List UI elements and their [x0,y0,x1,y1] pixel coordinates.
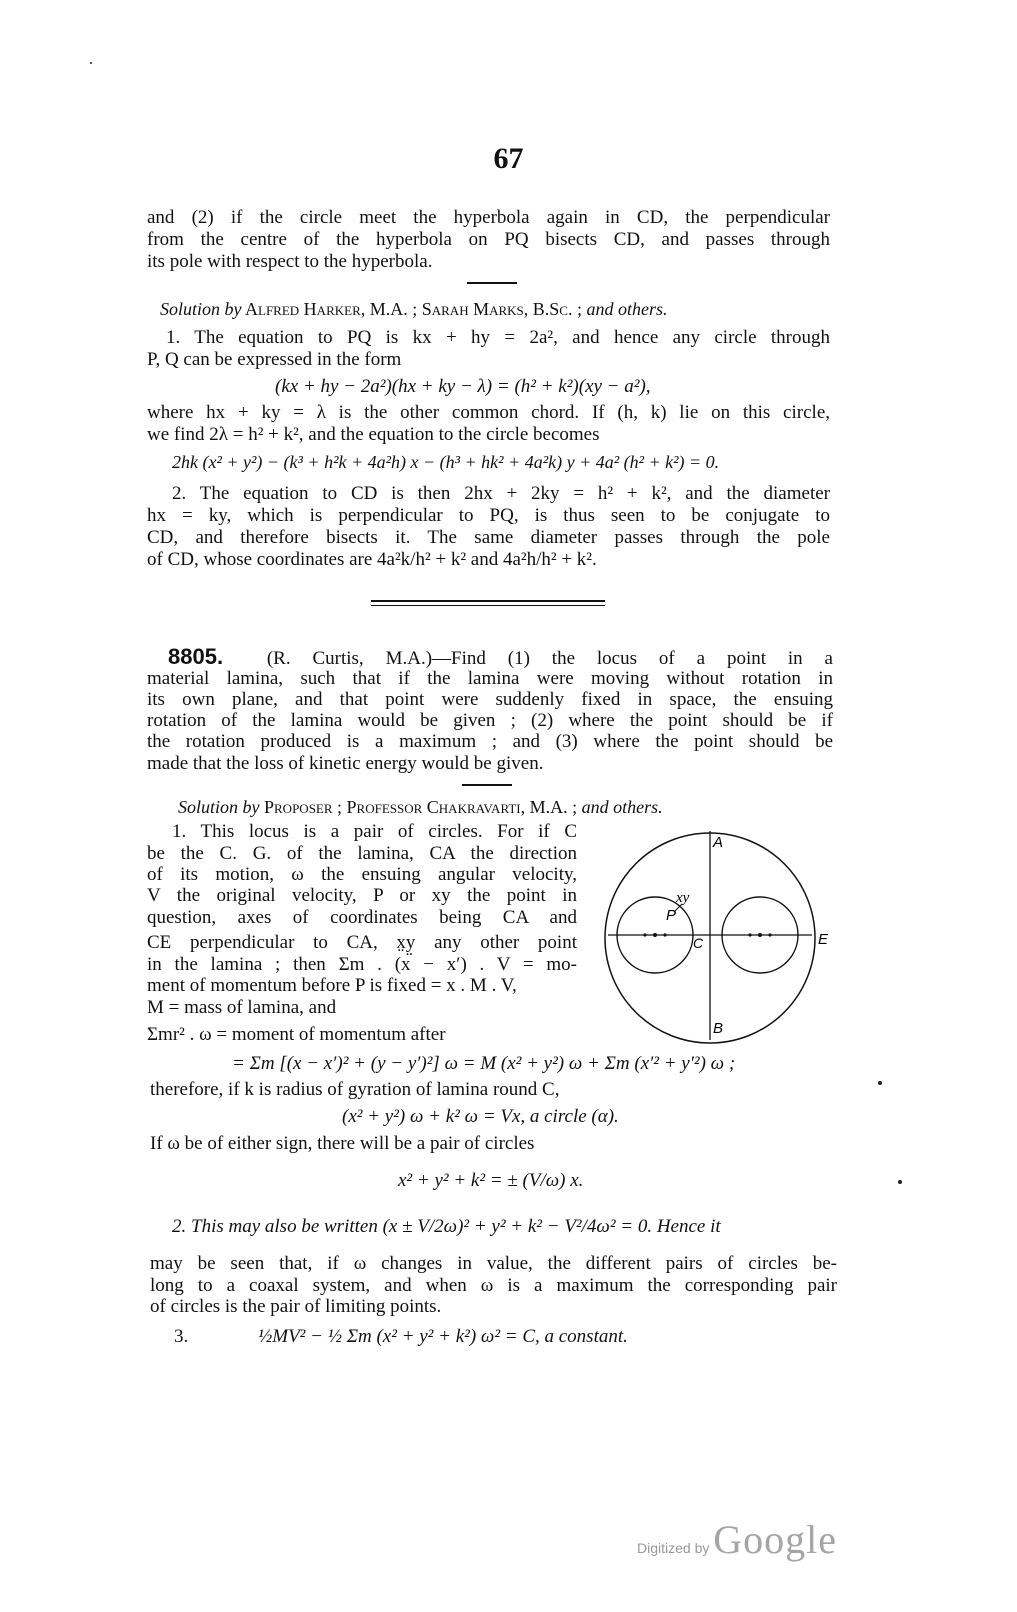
speck-1 [878,1081,882,1085]
right-circle-centre [758,933,762,937]
and-others-label-2: and others. [577,797,663,817]
right-circle-point-a [748,933,751,936]
label-e: E [818,931,829,948]
question-line-6: made that the loss of kinetic energy would be given. [147,753,544,774]
left-circle-point-b [663,933,666,936]
speck-3 [90,62,92,64]
solution-2-left-line-9: M = mass of lamina, and [147,997,337,1018]
solution-2-line-14: may be seen that, if ω changes in value, the different pairs of circles be- [150,1253,837,1274]
solution-2-left-line-4: V the original velocity, P or xy the point in [147,885,577,906]
left-circle-centre [653,933,657,937]
question-line-1-text: (R. Curtis, M.A.)—Find (1) the locus of a point in a [266,648,833,669]
coaxal-circles-figure [600,828,840,1048]
solution-authors: Alfred Harker, M.A. ; Sarah Marks, B.Sc. ; [241,299,582,319]
solution-1-heading [160,298,667,320]
solution-2-left-line-2: be the C. G. of the lamina, CA the direction [147,843,577,864]
solution-2-left-line-5: question, axes of coordinates being CA and [147,907,577,928]
short-divider [467,282,517,284]
digitized-by-text: Digitized by [637,1540,710,1556]
solution-2-line-12: If ω be of either sign, there will be a pair of circles [150,1133,535,1154]
solution-2-line-13: 2. This may also be written (x ± V/2ω)² + y² + k² − V²/4ω² = 0. Hence it [172,1216,721,1237]
label-c: C [693,935,704,951]
solution-1-line-4: we find 2λ = h² + k², and the equation to the circle becomes [147,424,600,445]
page-number: 67 [493,142,524,175]
question-line-2: material lamina, such that if the lamina were moving without rotation in [147,668,833,689]
solution-1-line-2: P, Q can be expressed in the form [147,349,402,370]
question-line-5: the rotation produced is a maximum ; and (3) where the point should be [147,731,833,752]
solution-1-line-1: 1. The equation to PQ is kx + hy = 2a², and hence any circle through [166,327,830,348]
solution-2-line-15: long to a coaxal system, and when ω is a maximum the corresponding pair [150,1275,837,1296]
continuation-line-2: from the centre of the hyperbola on PQ bisects CD, and passes through [147,229,830,250]
solution-2-authors: Proposer ; Professor Chakravarti, M.A. ; [259,797,578,817]
separator-rule-bottom [371,605,605,606]
solution-by-label: Solution by [160,299,242,319]
solution-2-equation-4: ½MV² − ½ Σm (x² + y² + k²) ω² = C, a constant. [258,1326,628,1347]
solution-2-left-line-10: Σmr² . ω = moment of momentum after [147,1024,446,1045]
solution-2-heading [178,796,663,818]
question-line-4: rotation of the lamina would be given ; (2) where the point should be if [147,710,833,731]
solution-1-line-5: 2. The equation to CD is then 2hx + 2ky = h² + k², and the diameter [172,483,830,504]
label-b: B [713,1020,724,1037]
solution-2-part-3-label: 3. [174,1326,189,1347]
solution-2-left-line-1: 1. This locus is a pair of circles. For if C [172,821,577,842]
solution-2-left-line-6: CE perpendicular to CA, x̤y̤ any other point [147,932,577,953]
solution-2-line-16: of circles is the pair of limiting points. [150,1296,442,1317]
question-line-1 [168,646,833,670]
solution-1-line-6: hx = ky, which is perpendicular to PQ, is thus seen to be conjugate to [147,505,830,526]
label-a: A [713,834,724,851]
digitized-watermark [637,1516,839,1563]
short-divider-2 [462,784,512,786]
solution-by-label-2: Solution by [178,797,260,817]
solution-2-left-line-8: ment of momentum before P is fixed = x . M . V, [147,975,517,996]
solution-2-left-line-7: in the lamina ; then Σm . (x − x′) . V = mo- [147,954,577,975]
solution-1-equation-2: 2hk (x² + y²) − (k³ + h²k + 4a²h) x − (h³ + hk² + 4a²k) y + 4a² (h² + k²) = 0. [172,452,720,472]
solution-1-equation-1: (kx + hy − 2a²)(hx + ky − λ) = (h² + k²)(xy − a²), [275,376,651,397]
right-circle-point-b [768,933,771,936]
solution-1-line-8: of CD, whose coordinates are 4a²k/h² + k² and 4a²h/h² + k². [147,549,597,570]
continuation-line-3: its pole with respect to the hyperbola. [147,251,433,272]
solution-2-line-11: therefore, if k is radius of gyration of lamina round C, [150,1079,560,1100]
solution-2-equation-1: = Σm [(x − x′)² + (y − y′)²] ω = M (x² + y²) ω + Σm (x′² + y′²) ω ; [232,1053,736,1074]
continuation-line-1: and (2) if the circle meet the hyperbola again in CD, the perpendicular [147,207,830,228]
solution-2-equation-2: (x² + y²) ω + k² ω = Vx, a circle (α). [342,1106,619,1127]
question-number: 8805. [168,644,224,669]
separator-rule-top [371,600,605,602]
and-others-label: and others. [581,299,668,319]
left-circle-point-a [643,933,646,936]
google-logo: Google [713,1517,838,1562]
solution-1-line-3: where hx + ky = λ is the other common chord. If (h, k) lie on this circle, [147,402,830,423]
label-p: P [666,907,677,924]
speck-2 [898,1180,902,1184]
label-xy: xy [676,890,690,906]
solution-2-left-line-3: of its motion, ω the ensuing angular velocity, [147,864,577,885]
question-line-3: its own plane, and that point were suddenly fixed in space, the ensuing [147,689,833,710]
solution-1-line-7: CD, and therefore bisects it. The same diameter passes through the pole [147,527,830,548]
solution-2-equation-3: x² + y² + k² = ± (V/ω) x. [398,1170,584,1191]
